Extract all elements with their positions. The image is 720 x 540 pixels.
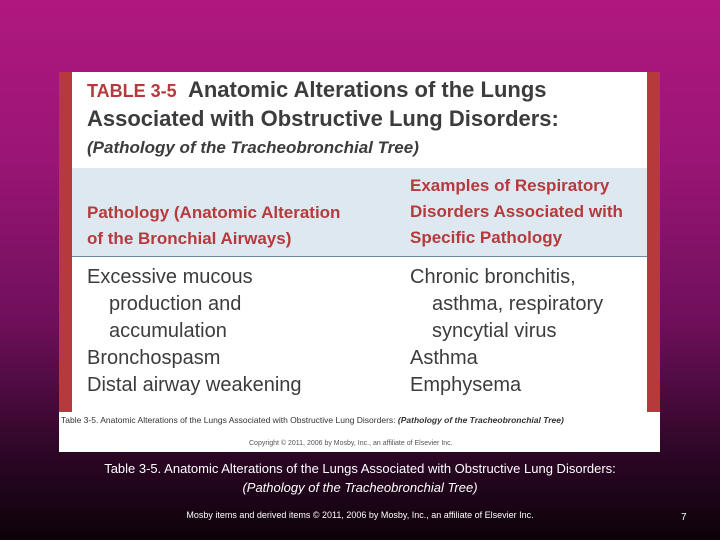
accent-bar-right <box>647 72 660 412</box>
table-cell: Asthma <box>410 347 478 369</box>
title-line-3: (Pathology of the Tracheobronchial Tree) <box>87 138 419 157</box>
table-header-row <box>72 168 647 256</box>
table-figure <box>59 72 660 452</box>
table-cell: asthma, respiratory <box>432 293 604 315</box>
caption-line-2: (Pathology of the Tracheobronchial Tree) <box>242 480 478 495</box>
table-cell: accumulation <box>109 320 227 342</box>
pathology-column <box>87 264 387 399</box>
column-header-pathology: Pathology (Anatomic Alteration of the Bronchial Airways) <box>87 203 341 248</box>
disorders-column <box>410 264 645 399</box>
table-cell: Emphysema <box>410 374 522 396</box>
table-cell: Bronchospasm <box>87 347 221 369</box>
table-cell: Chronic bronchitis, <box>410 266 576 288</box>
figure-copyright: Copyright © 2011, 2006 by Mosby, Inc., an affiliate of Elsevier Inc. <box>249 440 453 447</box>
page-number: 7 <box>681 512 687 523</box>
table-tag: TABLE 3-5 <box>87 81 177 101</box>
slide-caption <box>0 459 720 497</box>
caption-line-1: Table 3-5. Anatomic Alterations of the Lungs Associated with Obstructive Lung Disorders: <box>104 461 616 476</box>
slide-footer: Mosby items and derived items © 2011, 2006 by Mosby, Inc., an affiliate of Elsevier Inc. <box>186 510 534 520</box>
table-cell: syncytial virus <box>432 320 557 342</box>
accent-bar-left <box>59 72 72 412</box>
table-cell: Distal airway weakening <box>87 374 302 396</box>
figure-inner-caption: Table 3-5. Anatomic Alterations of the Lungs Associated with Obstructive Lung Disorders: (Pathology of the Tracheobronchial Tree) <box>61 415 564 425</box>
header-divider <box>72 256 647 257</box>
title-line-1 <box>87 76 647 105</box>
table-title <box>87 76 647 161</box>
column-header-disorders: Examples of Respiratory Disorders Associated with Specific Pathology <box>410 176 623 247</box>
table-cell: production and <box>109 293 242 315</box>
title-text-1: Anatomic Alterations of the Lungs <box>187 77 547 102</box>
table-cell: Excessive mucous <box>87 266 253 288</box>
title-line-2: Associated with Obstructive Lung Disorders: <box>87 106 559 131</box>
